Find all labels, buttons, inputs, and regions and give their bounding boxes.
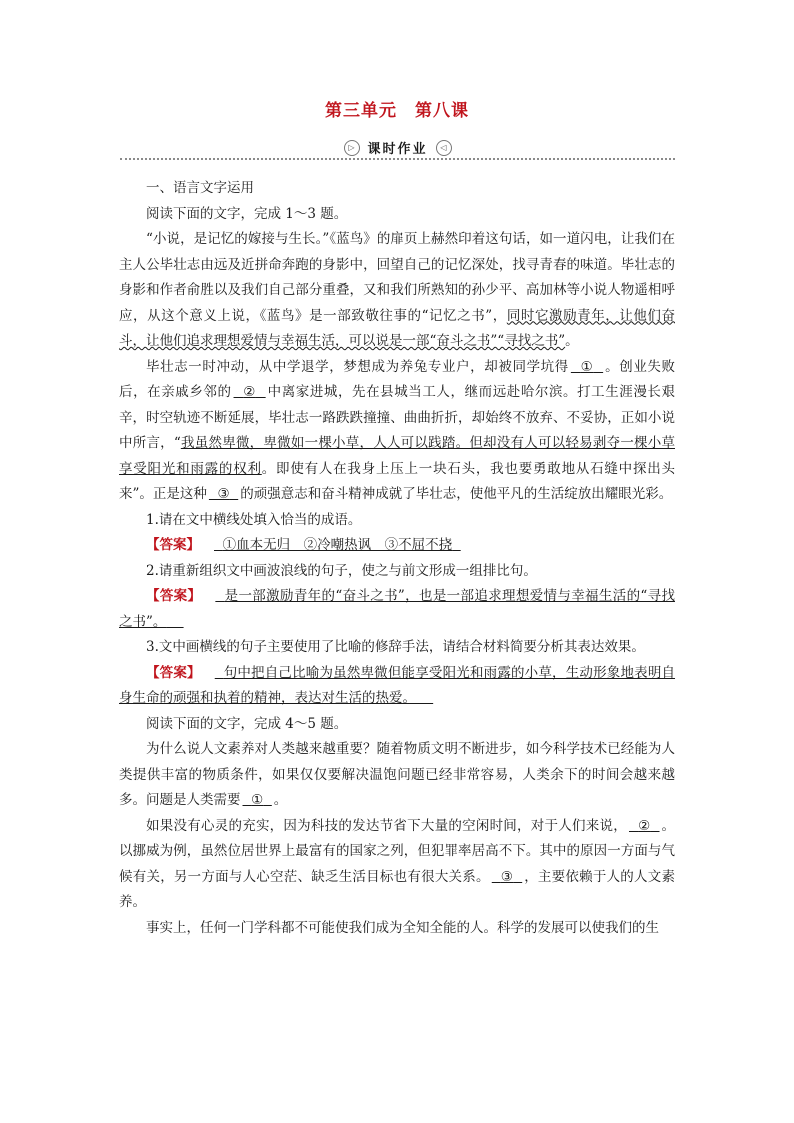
- passage-text: 。: [273, 792, 288, 808]
- passage-text: “小说，是记忆的嫁接与生长。”《蓝鸟》的扉页上赫然印着这句话，如一道闪电，让我们在主人公毕壮志由远及近拼命奔跑的身影中，回望自己的记忆深处，找寻青春的味道。毕壮志的身影和作者俞胜以及我们自己部分重叠，又和我们所熟知的孙少平、高加林等小说人物遥相呼应，从这个意义上说，《蓝鸟》是一部致敬往事的“记忆之书”，: [119, 231, 675, 324]
- answer-2: [119, 584, 675, 635]
- passage-paragraph: [119, 737, 675, 814]
- wavy-underlined-sentence: 同时它激励青年，让他们奋斗，让他们追求理想爱情与幸福生活，可以说是一部“奋斗之书”“寻找之书”: [119, 307, 675, 349]
- passage-text: 。以挪威为例，虽然位居世界上最富有的国家之列，但犯罪率居高不下。其中的原因一方面与气候有关，另一方面与人心空茫、缺乏生活目标也有很大关系。: [119, 817, 676, 885]
- passage-paragraph: [119, 355, 675, 508]
- passage-paragraph: [119, 814, 675, 916]
- fill-blank: ③: [500, 868, 514, 885]
- document-body: [119, 176, 675, 941]
- passage-text: 为什么说人文素养对人类越来越重要？随着物质文明不断进步，如今科学技术已经能为人类提供丰富的物质条件，如果仅仅要解决温饱问题已经非常容易，人类余下的时间会越来越多。问题是人类需要: [119, 741, 675, 808]
- answer-3: [119, 661, 675, 712]
- banner-dotted-line: [120, 158, 675, 160]
- answer-text: ①血本无归 ②冷嘲热讽 ③不屈不挠: [222, 537, 453, 553]
- answer-text: 是一部激励青年的“奋斗之书”，也是一部追求理想爱情与幸福生活的“寻找之书”。: [119, 588, 675, 630]
- banner-label: 课时作业: [367, 142, 428, 157]
- underlined-sentence: 我虽然卑微，卑微如一棵小草，人人可以践踏。但却没有人可以轻易剥夺一棵小草享受阳光和雨露的权利: [119, 435, 675, 477]
- section-banner: [120, 136, 675, 164]
- passage-text: 。即使有人在我身上压上一块石头，我也要勇敢地从石缝中探出头来”。正是这种: [119, 460, 676, 502]
- passage-text: ，主要依赖于人的人文素养。: [119, 868, 675, 910]
- passage-paragraph: 事实上，任何一门学科都不可能使我们成为全知全能的人。科学的发展可以使我们的生: [146, 919, 659, 936]
- reading-intro: 阅读下面的文字，完成 4～5 题。: [146, 715, 348, 732]
- answer-text: 句中把自己比喻为虽然卑微但能享受阳光和雨露的小草，生动形象地表明自身生命的顽强和执着的精神，表达对生活的热爱。: [119, 664, 676, 706]
- page-title: 第三单元 第八课: [325, 101, 469, 121]
- fill-blank: ①: [580, 358, 594, 375]
- fill-blank: ②: [243, 384, 256, 400]
- answer-1: [119, 533, 675, 559]
- question-1: 1.请在文中横线处填入恰当的成语。: [146, 511, 362, 528]
- arrow-left-icon: ◁: [436, 140, 452, 156]
- fill-blank: ②: [638, 817, 651, 834]
- passage-text: 如果没有心灵的充实，因为科技的发达节省下大量的空闲时间，对于人们来说，: [146, 817, 627, 834]
- passage-text: 中离家进城，先在县城当工人，继而远赴哈尔滨。打工生涯漫长艰辛，时空轨迹不断延展，毕壮志一路跌跌撞撞、曲曲折折，却始终不放弃、不妥协，正如小说中所言，“: [119, 384, 675, 451]
- passage-text: 的顽强意志和奋斗精神成就了毕壮志，使他平凡的生活绽放出耀眼光彩。: [240, 486, 673, 502]
- passage-text: 。创业失败后，在亲戚乡邻的: [119, 358, 676, 400]
- fill-blank: ③: [217, 486, 230, 502]
- answer-tag: 【答案】: [146, 664, 201, 681]
- reading-intro: 阅读下面的文字，完成 1～3 题。: [146, 205, 348, 222]
- section-heading: 一、语言文字运用: [146, 180, 254, 196]
- passage-paragraph: [119, 227, 675, 355]
- question-2: 2.请重新组织文中画波浪线的句子，使之与前文形成一组排比句。: [146, 562, 537, 579]
- question-3: 3.文中画横线的句子主要使用了比喻的修辞手法，请结合材料简要分析其表达效果。: [146, 639, 645, 655]
- fill-blank: ①: [251, 792, 264, 808]
- passage-text: 。: [565, 333, 579, 349]
- passage-text: 毕壮志一时冲动，从中学退学，梦想成为养兔专业户，却被同学坑得: [146, 358, 569, 375]
- banner-label-group: [335, 138, 459, 157]
- answer-tag: 【答案】: [146, 537, 200, 553]
- arrow-right-icon: ▷: [343, 140, 359, 156]
- answer-tag: 【答案】: [146, 588, 202, 604]
